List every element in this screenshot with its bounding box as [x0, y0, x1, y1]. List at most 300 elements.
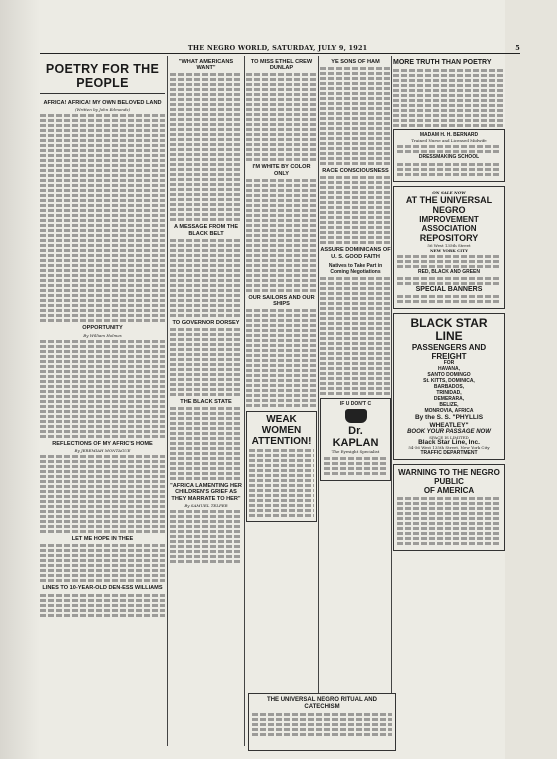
- text-block: [170, 477, 242, 480]
- text-block: [40, 614, 165, 617]
- text-block: [320, 297, 391, 300]
- text-block: [246, 133, 317, 136]
- text-block: [320, 322, 391, 325]
- masthead-page-number: 5: [515, 44, 520, 52]
- bernard-ad: [393, 129, 505, 182]
- text-block: [252, 723, 392, 726]
- text-block: [320, 352, 391, 355]
- ad-line: AT THE UNIVERSAL NEGRO: [405, 194, 493, 215]
- text-block: [170, 309, 242, 312]
- poem-byline: By William Holmes: [83, 332, 122, 338]
- ad-name: Dr. KAPLAN: [332, 425, 379, 450]
- text-block: [40, 129, 165, 132]
- text-block: [170, 203, 242, 206]
- text-block: [397, 300, 501, 303]
- text-block: [320, 387, 391, 390]
- text-block: [246, 194, 317, 197]
- text-block: [393, 89, 505, 92]
- text-block: [40, 284, 165, 287]
- text-block: [170, 388, 242, 391]
- ad-headline: WEAK WOMEN ATTENTION!: [251, 414, 312, 448]
- text-block: [320, 186, 391, 189]
- text-block: [170, 163, 242, 166]
- ad-headline: BLACK STAR LINE: [410, 315, 488, 343]
- text-block: [320, 117, 391, 120]
- text-block: [40, 375, 165, 378]
- text-block: [252, 728, 392, 731]
- text-block: [320, 102, 391, 105]
- text-block: [246, 189, 317, 192]
- text-block: [40, 405, 165, 408]
- port-list: [397, 366, 501, 414]
- text-block: [170, 452, 242, 455]
- text-block: [246, 364, 317, 367]
- text-block: [170, 472, 242, 475]
- port: TRINIDAD,: [436, 389, 462, 396]
- text-block: [170, 118, 242, 121]
- text-block: [246, 219, 317, 222]
- column-rule: [391, 56, 392, 746]
- text-block: [40, 219, 165, 222]
- text-block: [40, 599, 165, 602]
- text-block: [170, 279, 242, 282]
- text-block: [170, 437, 242, 440]
- masthead: [40, 43, 520, 54]
- text-block: [40, 574, 165, 577]
- text-block: [393, 104, 505, 107]
- text-block: [249, 499, 314, 502]
- text-block: [246, 98, 317, 101]
- poem-title: LET ME HOPE IN THEE: [71, 536, 134, 543]
- ritual-catechism-ad: [248, 693, 396, 751]
- text-block: [170, 328, 242, 331]
- text-block: [40, 314, 165, 317]
- text-block: [170, 78, 242, 81]
- text-block: [246, 269, 317, 272]
- text-block: [40, 244, 165, 247]
- text-block: [397, 532, 501, 535]
- text-block: [246, 374, 317, 377]
- text-block: [170, 333, 242, 336]
- text-block: [170, 432, 242, 435]
- text-block: [40, 515, 165, 518]
- article-title: YE SONS OF HAM: [331, 59, 380, 65]
- text-block: [246, 244, 317, 247]
- text-block: [170, 520, 242, 523]
- text-block: [170, 407, 242, 410]
- text-block: [320, 312, 391, 315]
- text-block: [320, 287, 391, 290]
- text-block: [40, 319, 165, 322]
- text-block: [397, 277, 501, 280]
- text-block: [320, 211, 391, 214]
- text-block: [320, 372, 391, 375]
- port: HAVANA,: [437, 365, 461, 372]
- text-block: [40, 400, 165, 403]
- text-block: [170, 123, 242, 126]
- text-block: [246, 118, 317, 121]
- article-title: TO MISS ETHEL CREW DUNLAP: [250, 59, 313, 72]
- text-block: [40, 475, 165, 478]
- text-block: [397, 260, 501, 263]
- text-block: [320, 332, 391, 335]
- text-block: [170, 88, 242, 91]
- text-block: [320, 176, 391, 179]
- text-block: [170, 348, 242, 351]
- text-block: [40, 204, 165, 207]
- text-block: [170, 343, 242, 346]
- text-block: [40, 410, 165, 413]
- article-title: OUR SAILORS AND OUR SHIPS: [248, 294, 315, 308]
- text-block: [170, 338, 242, 341]
- text-block: [320, 357, 391, 360]
- ad-line: By the S. S. "PHYLLIS WHEATLEY": [414, 413, 484, 429]
- text-block: [170, 525, 242, 528]
- text-block: [170, 218, 242, 221]
- text-block: [170, 462, 242, 465]
- ad-address: 56 West 135th Street: [427, 242, 471, 248]
- text-block: [170, 83, 242, 86]
- text-block: [246, 314, 317, 317]
- text-block: [40, 279, 165, 282]
- text-block: [170, 412, 242, 415]
- article-title: ASSURE DOMINICANS OF U. S. GOOD FAITH: [320, 247, 391, 260]
- text-block: [397, 517, 501, 520]
- text-block: [320, 206, 391, 209]
- text-block: [170, 427, 242, 430]
- text-block: [40, 229, 165, 232]
- text-block: [170, 540, 242, 543]
- text-block: [320, 97, 391, 100]
- text-block: [246, 123, 317, 126]
- text-block: [249, 479, 314, 482]
- text-block: [393, 109, 505, 112]
- text-block: [393, 114, 505, 117]
- text-block: [320, 162, 391, 165]
- text-block: [246, 379, 317, 382]
- text-block: [40, 144, 165, 147]
- text-block: [40, 274, 165, 277]
- text-block: [40, 159, 165, 162]
- ad-line: SPACE IS LIMITED: [429, 435, 469, 441]
- ad-headline: THE UNIVERSAL NEGRO RITUAL AND CATECHISM: [267, 697, 377, 710]
- text-block: [320, 152, 391, 155]
- weak-women-ad: [246, 411, 317, 522]
- text-block: [246, 264, 317, 267]
- text-block: [170, 239, 242, 242]
- text-block: [320, 236, 391, 239]
- text-block: [170, 153, 242, 156]
- text-block: [40, 179, 165, 182]
- text-block: [246, 138, 317, 141]
- text-block: [246, 199, 317, 202]
- article-title: TO GOVERNOR DORSEY: [172, 319, 240, 326]
- poem-byline: By JEREMIAH MONTAGUE: [74, 448, 131, 454]
- text-block: [170, 378, 242, 381]
- text-block: [170, 289, 242, 292]
- text-block: [246, 78, 317, 81]
- article-title: I'M WHITE BY COLOR ONLY: [252, 164, 311, 177]
- text-block: [320, 127, 391, 130]
- text-block: [40, 415, 165, 418]
- text-block: [170, 284, 242, 287]
- text-block: [397, 168, 501, 171]
- text-block: [246, 289, 317, 292]
- text-block: [170, 304, 242, 307]
- text-block: [249, 474, 314, 477]
- hand-icon: [345, 409, 367, 423]
- text-block: [397, 255, 501, 258]
- text-block: [320, 226, 391, 229]
- page-fold-shadow: [0, 0, 40, 759]
- ad-line: PASSENGERS AND FREIGHT: [411, 342, 487, 361]
- text-block: [246, 209, 317, 212]
- text-block: [170, 353, 242, 356]
- text-block: [397, 497, 501, 500]
- text-block: [320, 342, 391, 345]
- text-block: [397, 522, 501, 525]
- text-block: [40, 465, 165, 468]
- text-block: [393, 69, 505, 72]
- section-title: POETRY FOR THE PEOPLE: [40, 62, 165, 94]
- text-block: [246, 384, 317, 387]
- text-block: [397, 295, 501, 298]
- port: BELIZE,: [439, 401, 459, 408]
- text-block: [320, 367, 391, 370]
- text-block: [397, 507, 501, 510]
- text-block: [249, 464, 314, 467]
- text-block: [40, 604, 165, 607]
- text-block: [40, 390, 165, 393]
- port: BARBADOS,: [433, 383, 465, 390]
- text-block: [170, 368, 242, 371]
- text-block: [246, 229, 317, 232]
- text-block: [170, 264, 242, 267]
- text-block: [40, 224, 165, 227]
- text-block: [170, 183, 242, 186]
- text-block: [40, 350, 165, 353]
- text-block: [246, 128, 317, 131]
- ad-line: IMPROVEMENT ASSOCIATION: [419, 214, 479, 233]
- text-block: [246, 103, 317, 106]
- text-block: [170, 193, 242, 196]
- ad-subline: The Eyesight Specialist: [331, 449, 380, 455]
- text-block: [249, 484, 314, 487]
- text-block: [320, 317, 391, 320]
- text-block: [40, 345, 165, 348]
- text-block: [320, 231, 391, 234]
- text-block: [170, 254, 242, 257]
- text-block: [40, 395, 165, 398]
- text-block: [170, 93, 242, 96]
- text-block: [324, 472, 387, 475]
- text-block: [246, 324, 317, 327]
- text-block: [170, 294, 242, 297]
- text-block: [40, 480, 165, 483]
- text-block: [246, 369, 317, 372]
- text-block: [320, 122, 391, 125]
- text-block: [249, 494, 314, 497]
- text-block: [397, 527, 501, 530]
- text-block: [320, 157, 391, 160]
- text-block: [320, 67, 391, 70]
- text-block: [320, 216, 391, 219]
- text-block: [40, 269, 165, 272]
- text-block: [170, 188, 242, 191]
- text-block: [393, 84, 505, 87]
- ad-headline: WARNING TO THE NEGRO PUBLIC: [398, 467, 500, 486]
- text-block: [40, 289, 165, 292]
- text-block: [246, 83, 317, 86]
- text-block: [320, 107, 391, 110]
- text-block: [40, 124, 165, 127]
- text-block: [40, 134, 165, 137]
- poem-title: OPPORTUNITY: [82, 325, 123, 332]
- text-block: [246, 234, 317, 237]
- text-block: [397, 150, 501, 153]
- text-block: [320, 241, 391, 244]
- article-title: "WHAT AMERICANS WANT": [178, 59, 234, 72]
- text-block: [320, 302, 391, 305]
- text-block: [320, 201, 391, 204]
- ad-line: RED, BLACK AND GREEN: [417, 269, 481, 276]
- text-block: [246, 143, 317, 146]
- text-block: [397, 502, 501, 505]
- column-rule: [318, 56, 319, 746]
- column-poetry: [40, 56, 165, 746]
- text-block: [170, 515, 242, 518]
- text-block: [246, 204, 317, 207]
- column-rule: [244, 56, 245, 746]
- port: MONROVIA, AFRICA: [424, 407, 474, 414]
- text-block: [40, 309, 165, 312]
- text-block: [170, 393, 242, 396]
- text-block: [40, 360, 165, 363]
- text-block: [40, 530, 165, 533]
- text-block: [40, 385, 165, 388]
- text-block: [170, 550, 242, 553]
- text-block: [246, 224, 317, 227]
- text-block: [40, 485, 165, 488]
- text-block: [40, 365, 165, 368]
- article-title: "AFRICA LAMENTING HER CHILDREN'S GRIEF AS THEY MARRATE TO HER": [170, 483, 242, 502]
- text-block: [393, 119, 505, 122]
- ad-kicker: ON SALE NOW: [432, 189, 466, 195]
- text-block: [246, 179, 317, 182]
- text-block: [246, 344, 317, 347]
- text-block: [249, 459, 314, 462]
- text-block: [320, 132, 391, 135]
- text-block: [40, 370, 165, 373]
- text-block: [246, 274, 317, 277]
- text-block: [249, 514, 314, 517]
- text-block: [170, 422, 242, 425]
- text-block: [246, 354, 317, 357]
- text-block: [40, 184, 165, 187]
- column-rule: [167, 56, 168, 746]
- article-title: MORE TRUTH THAN POETRY: [393, 59, 492, 66]
- text-block: [170, 442, 242, 445]
- text-block: [170, 457, 242, 460]
- ad-line: Black Star Line, Inc.: [418, 439, 480, 447]
- ad-line: Trained Nurse and Licensed Midwife: [411, 138, 487, 144]
- text-block: [249, 504, 314, 507]
- ad-line: DRESSMAKING SCHOOL: [418, 154, 480, 161]
- text-block: [40, 554, 165, 557]
- text-block: [40, 430, 165, 433]
- column-five: [393, 56, 505, 746]
- text-block: [170, 363, 242, 366]
- text-block: [170, 314, 242, 317]
- text-block: [397, 173, 501, 176]
- text-block: [40, 139, 165, 142]
- text-block: [397, 282, 501, 285]
- text-block: [170, 358, 242, 361]
- poem-title: LINES TO 10-YEAR-OLD DEN-ESS WILLIAMS: [42, 585, 163, 592]
- text-block: [324, 457, 387, 460]
- text-block: [40, 559, 165, 562]
- text-block: [320, 377, 391, 380]
- text-block: [246, 214, 317, 217]
- text-block: [246, 108, 317, 111]
- text-block: [40, 154, 165, 157]
- text-block: [252, 718, 392, 721]
- text-block: [393, 124, 505, 127]
- column-two: [170, 56, 242, 746]
- text-block: [397, 542, 501, 545]
- text-block: [320, 147, 391, 150]
- text-block: [170, 269, 242, 272]
- text-block: [40, 249, 165, 252]
- text-block: [246, 284, 317, 287]
- ad-headline: OF AMERICA: [423, 485, 475, 495]
- text-block: [170, 555, 242, 558]
- text-block: [40, 254, 165, 257]
- text-block: [40, 594, 165, 597]
- text-block: [246, 359, 317, 362]
- ad-line: BOOK YOUR PASSAGE NOW: [407, 428, 491, 435]
- text-block: [40, 549, 165, 552]
- article-title: THE BLACK STATE: [180, 399, 232, 406]
- text-block: [170, 244, 242, 247]
- text-block: [40, 199, 165, 202]
- text-block: [170, 510, 242, 513]
- text-block: [320, 392, 391, 395]
- warning-ad: [393, 464, 505, 551]
- text-block: [170, 545, 242, 548]
- ad-line: FOR: [443, 359, 455, 366]
- text-block: [40, 569, 165, 572]
- column-three: [246, 56, 317, 746]
- text-block: [170, 113, 242, 116]
- text-block: [249, 489, 314, 492]
- text-block: [397, 265, 501, 268]
- text-block: [320, 77, 391, 80]
- text-block: [246, 239, 317, 242]
- poem-title: AFRICA! AFRICA! MY OWN BELOVED LAND: [43, 100, 162, 106]
- article-title: RACE CONSCIOUSNESS: [322, 168, 389, 175]
- text-block: [170, 530, 242, 533]
- text-block: [320, 137, 391, 140]
- text-block: [320, 382, 391, 385]
- text-block: [246, 158, 317, 161]
- text-block: [40, 214, 165, 217]
- ad-line: TRAFFIC DEPARTMENT: [420, 449, 478, 456]
- text-block: [40, 500, 165, 503]
- ad-line: IF U DON'T C: [339, 401, 372, 408]
- text-block: [40, 544, 165, 547]
- ad-line: SPECIAL BANNERS: [415, 286, 483, 294]
